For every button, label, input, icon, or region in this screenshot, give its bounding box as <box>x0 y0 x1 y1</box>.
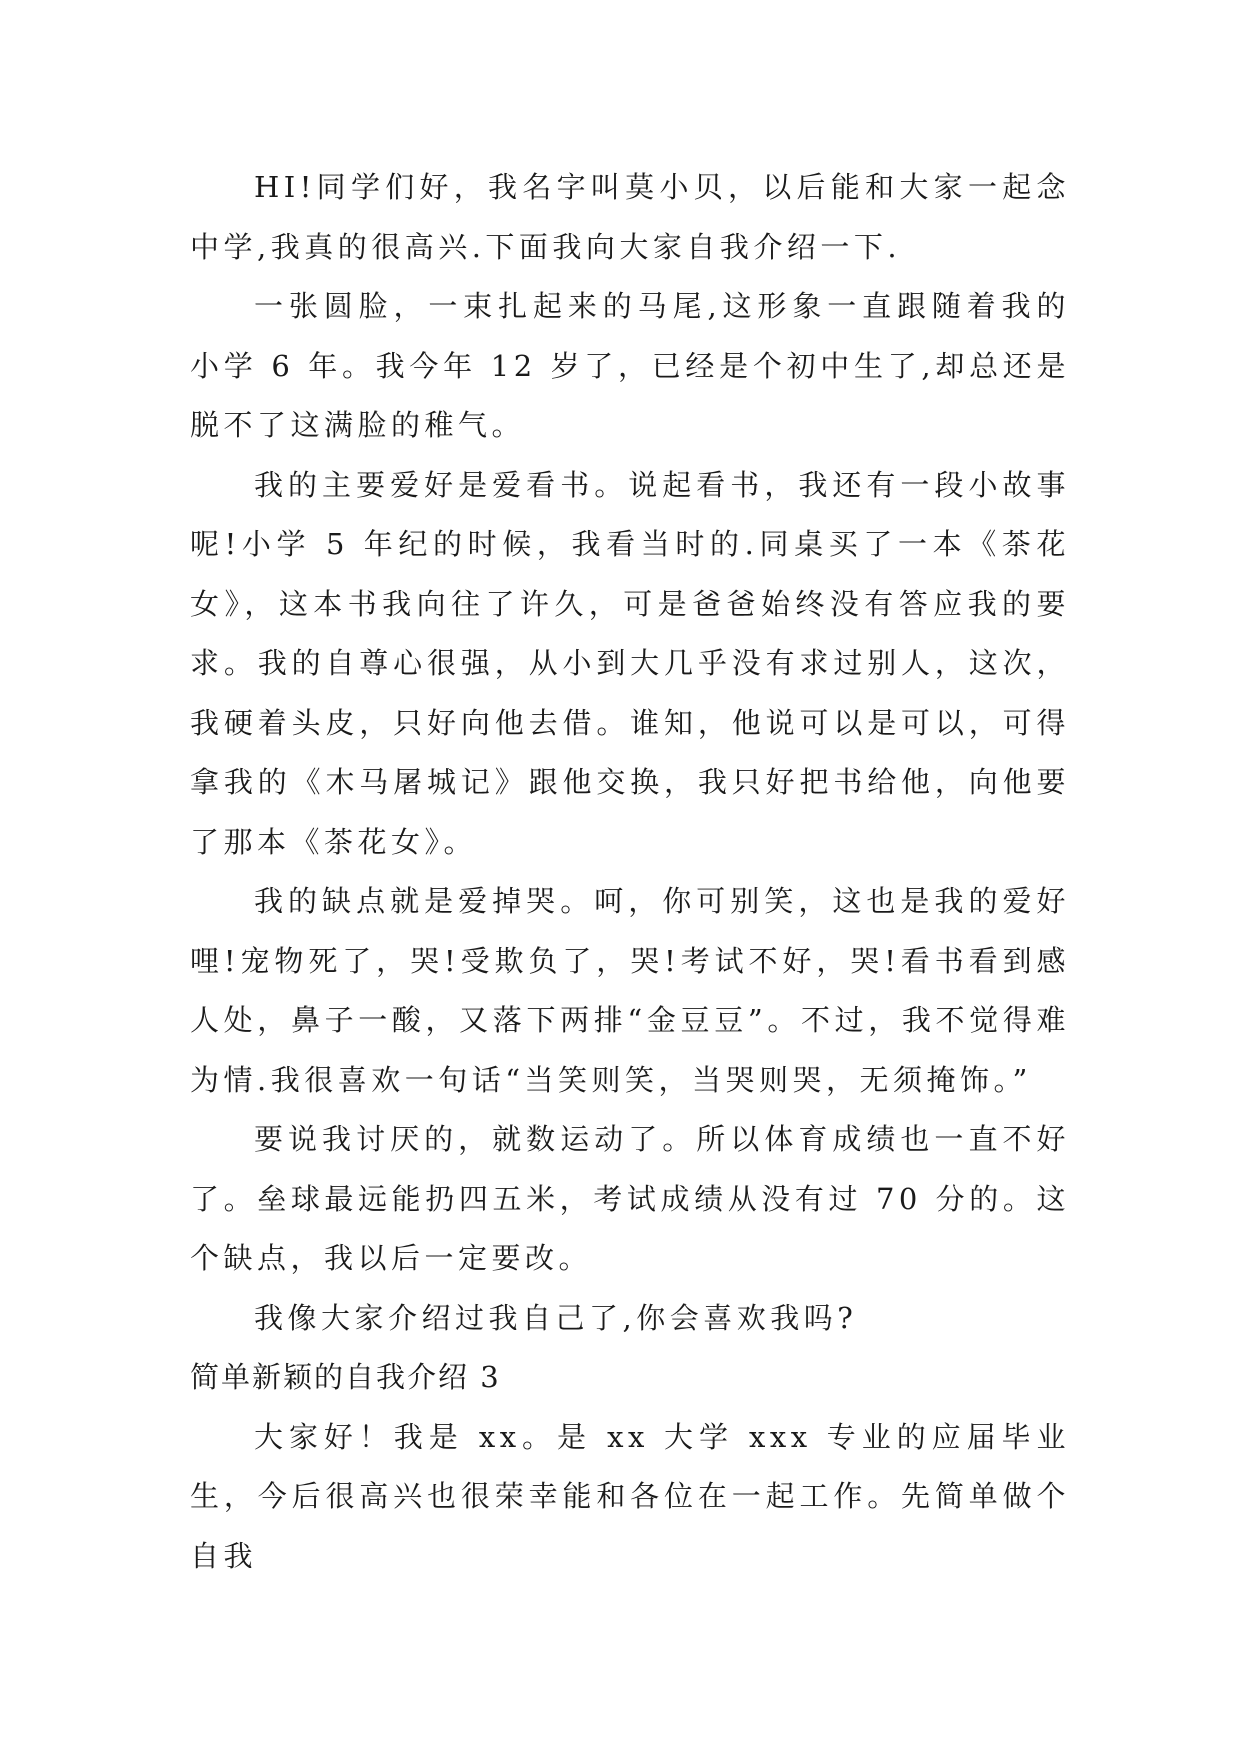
paragraph-hobby: 我的主要爱好是爱看书。说起看书，我还有一段小故事呢!小学 5 年纪的时候，我看当时的.同桌买了一本《茶花女》，这本书我向往了许久，可是爸爸始终没有答应我的要求。我的自尊心很强，从小到大几乎没有求过别人，这次，我硬着头皮，只好向他去借。谁知，他说可以是可以，可得拿我的《木马屠城记》跟他交换，我只好把书给他，向他要了那本《茶花女》。 <box>190 467 1070 859</box>
paragraph-section-intro: 大家好！我是 xx。是 xx 大学 xxx 专业的应届毕业生，今后很高兴也很荣幸能和各位在一起工作。先简单做个自我 <box>190 1419 1070 1573</box>
section-heading: 简单新颖的自我介绍 3 <box>190 1360 501 1394</box>
paragraph-closing: 我像大家介绍过我自己了,你会喜欢我吗? <box>254 1300 858 1335</box>
paragraph-weakness: 我的缺点就是爱掉哭。呵，你可别笑，这也是我的爱好哩!宠物死了，哭!受欺负了，哭!考试不好，哭!看书看到感人处，鼻子一酸，又落下两排“金豆豆”。不过，我不觉得难为情.我很喜欢一句话“当笑则笑，当哭则哭，无须掩饰。” <box>190 884 1070 1097</box>
paragraph-greeting: HI!同学们好，我名字叫莫小贝，以后能和大家一起念中学,我真的很高兴.下面我向大家自我介绍一下. <box>190 170 1070 264</box>
paragraph-appearance: 一张圆脸，一束扎起来的马尾,这形象一直跟随着我的小学 6 年。我今年 12 岁了，已经是个初中生了,却总还是脱不了这满脸的稚气。 <box>190 289 1070 442</box>
paragraph-dislike: 要说我讨厌的，就数运动了。所以体育成绩也一直不好了。垒球最远能扔四五米，考试成绩从没有过 70 分的。这个缺点，我以后一定要改。 <box>190 1122 1070 1275</box>
document-body <box>190 158 1070 1586</box>
